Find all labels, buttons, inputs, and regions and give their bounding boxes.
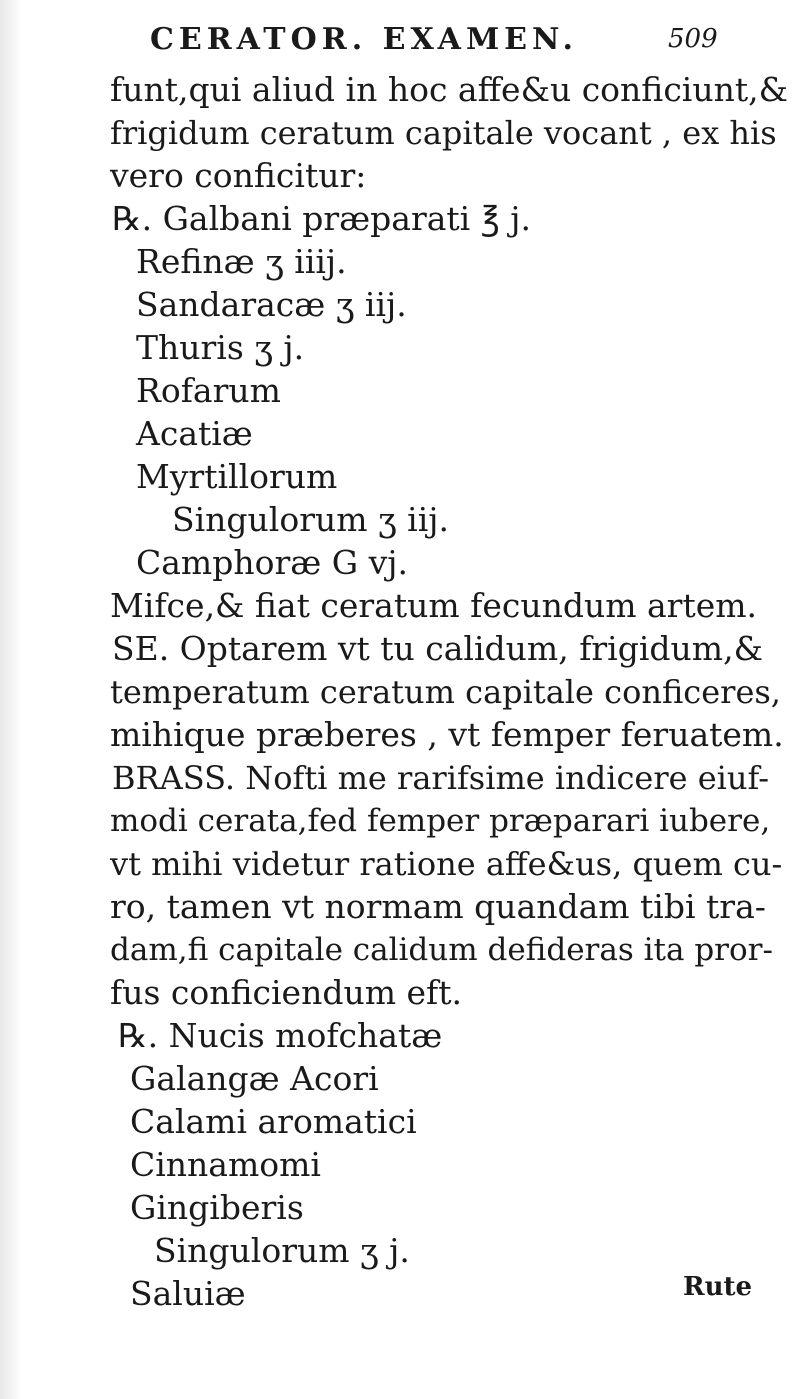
text-line: mihique præberes , vt femper feruatem. [110,715,784,754]
recipe-line: Rofarum [136,371,281,410]
recipe-line: Galangæ Acori [130,1059,379,1098]
text-line: vero conficitur: [110,156,367,195]
recipe-line: Singulorum ʒ j. [154,1231,410,1270]
recipe-line: ℞. Nucis mofchatæ [118,1016,443,1055]
recipe-line: Thuris ʒ j. [136,328,305,367]
text-line: frigidum ceratum capitale vocant , ex his [110,114,777,152]
recipe-line: Singulorum ʒ iij. [172,500,449,539]
running-head [0,22,800,62]
page-gutter-shadow [0,0,22,1399]
text-line: fus conficiendum eft. [110,973,462,1012]
recipe-line: Camphoræ G vj. [136,543,408,582]
recipe-line: Myrtillorum [136,457,338,496]
recipe-line: Saluiæ [130,1274,246,1313]
dialogue-line: SE. Optarem vt tu calidum, frigidum,& [112,629,763,668]
recipe-line: Refinæ ʒ iiij. [136,242,347,281]
catchword: Rute [683,1272,753,1302]
recipe-line: Cinnamomi [130,1145,321,1184]
text-line: vt mihi videtur ratione affe&us, quem cu- [110,845,783,883]
recipe-line: Acatiæ [136,414,253,453]
text-line: Mifce,& fiat ceratum fecundum artem. [110,586,758,625]
text-line: modi cerata,fed femper præparari iubere, [110,803,771,839]
recipe-line: Gingiberis [130,1188,304,1227]
text-line: funt,qui aliud in hoc affe&u conficiunt,& [110,70,788,109]
running-head-title: CERATOR. EXAMEN. [150,22,578,57]
text-line: ro, tamen vt normam quandam tibi tra- [110,887,766,926]
dialogue-line: BRASS. Nofti me rarifsime indicere eiuf- [112,759,770,797]
page-number: 509 [668,24,718,54]
recipe-line: ℞. Galbani præparati ℥ j. [112,199,531,238]
recipe-line: Calami aromatici [130,1102,417,1141]
text-line: dam,fi capitale calidum defideras ita pror- [110,932,773,968]
text-line: temperatum ceratum capitale conficeres, [110,673,781,711]
recipe-line: Sandaracæ ʒ iij. [136,285,407,324]
